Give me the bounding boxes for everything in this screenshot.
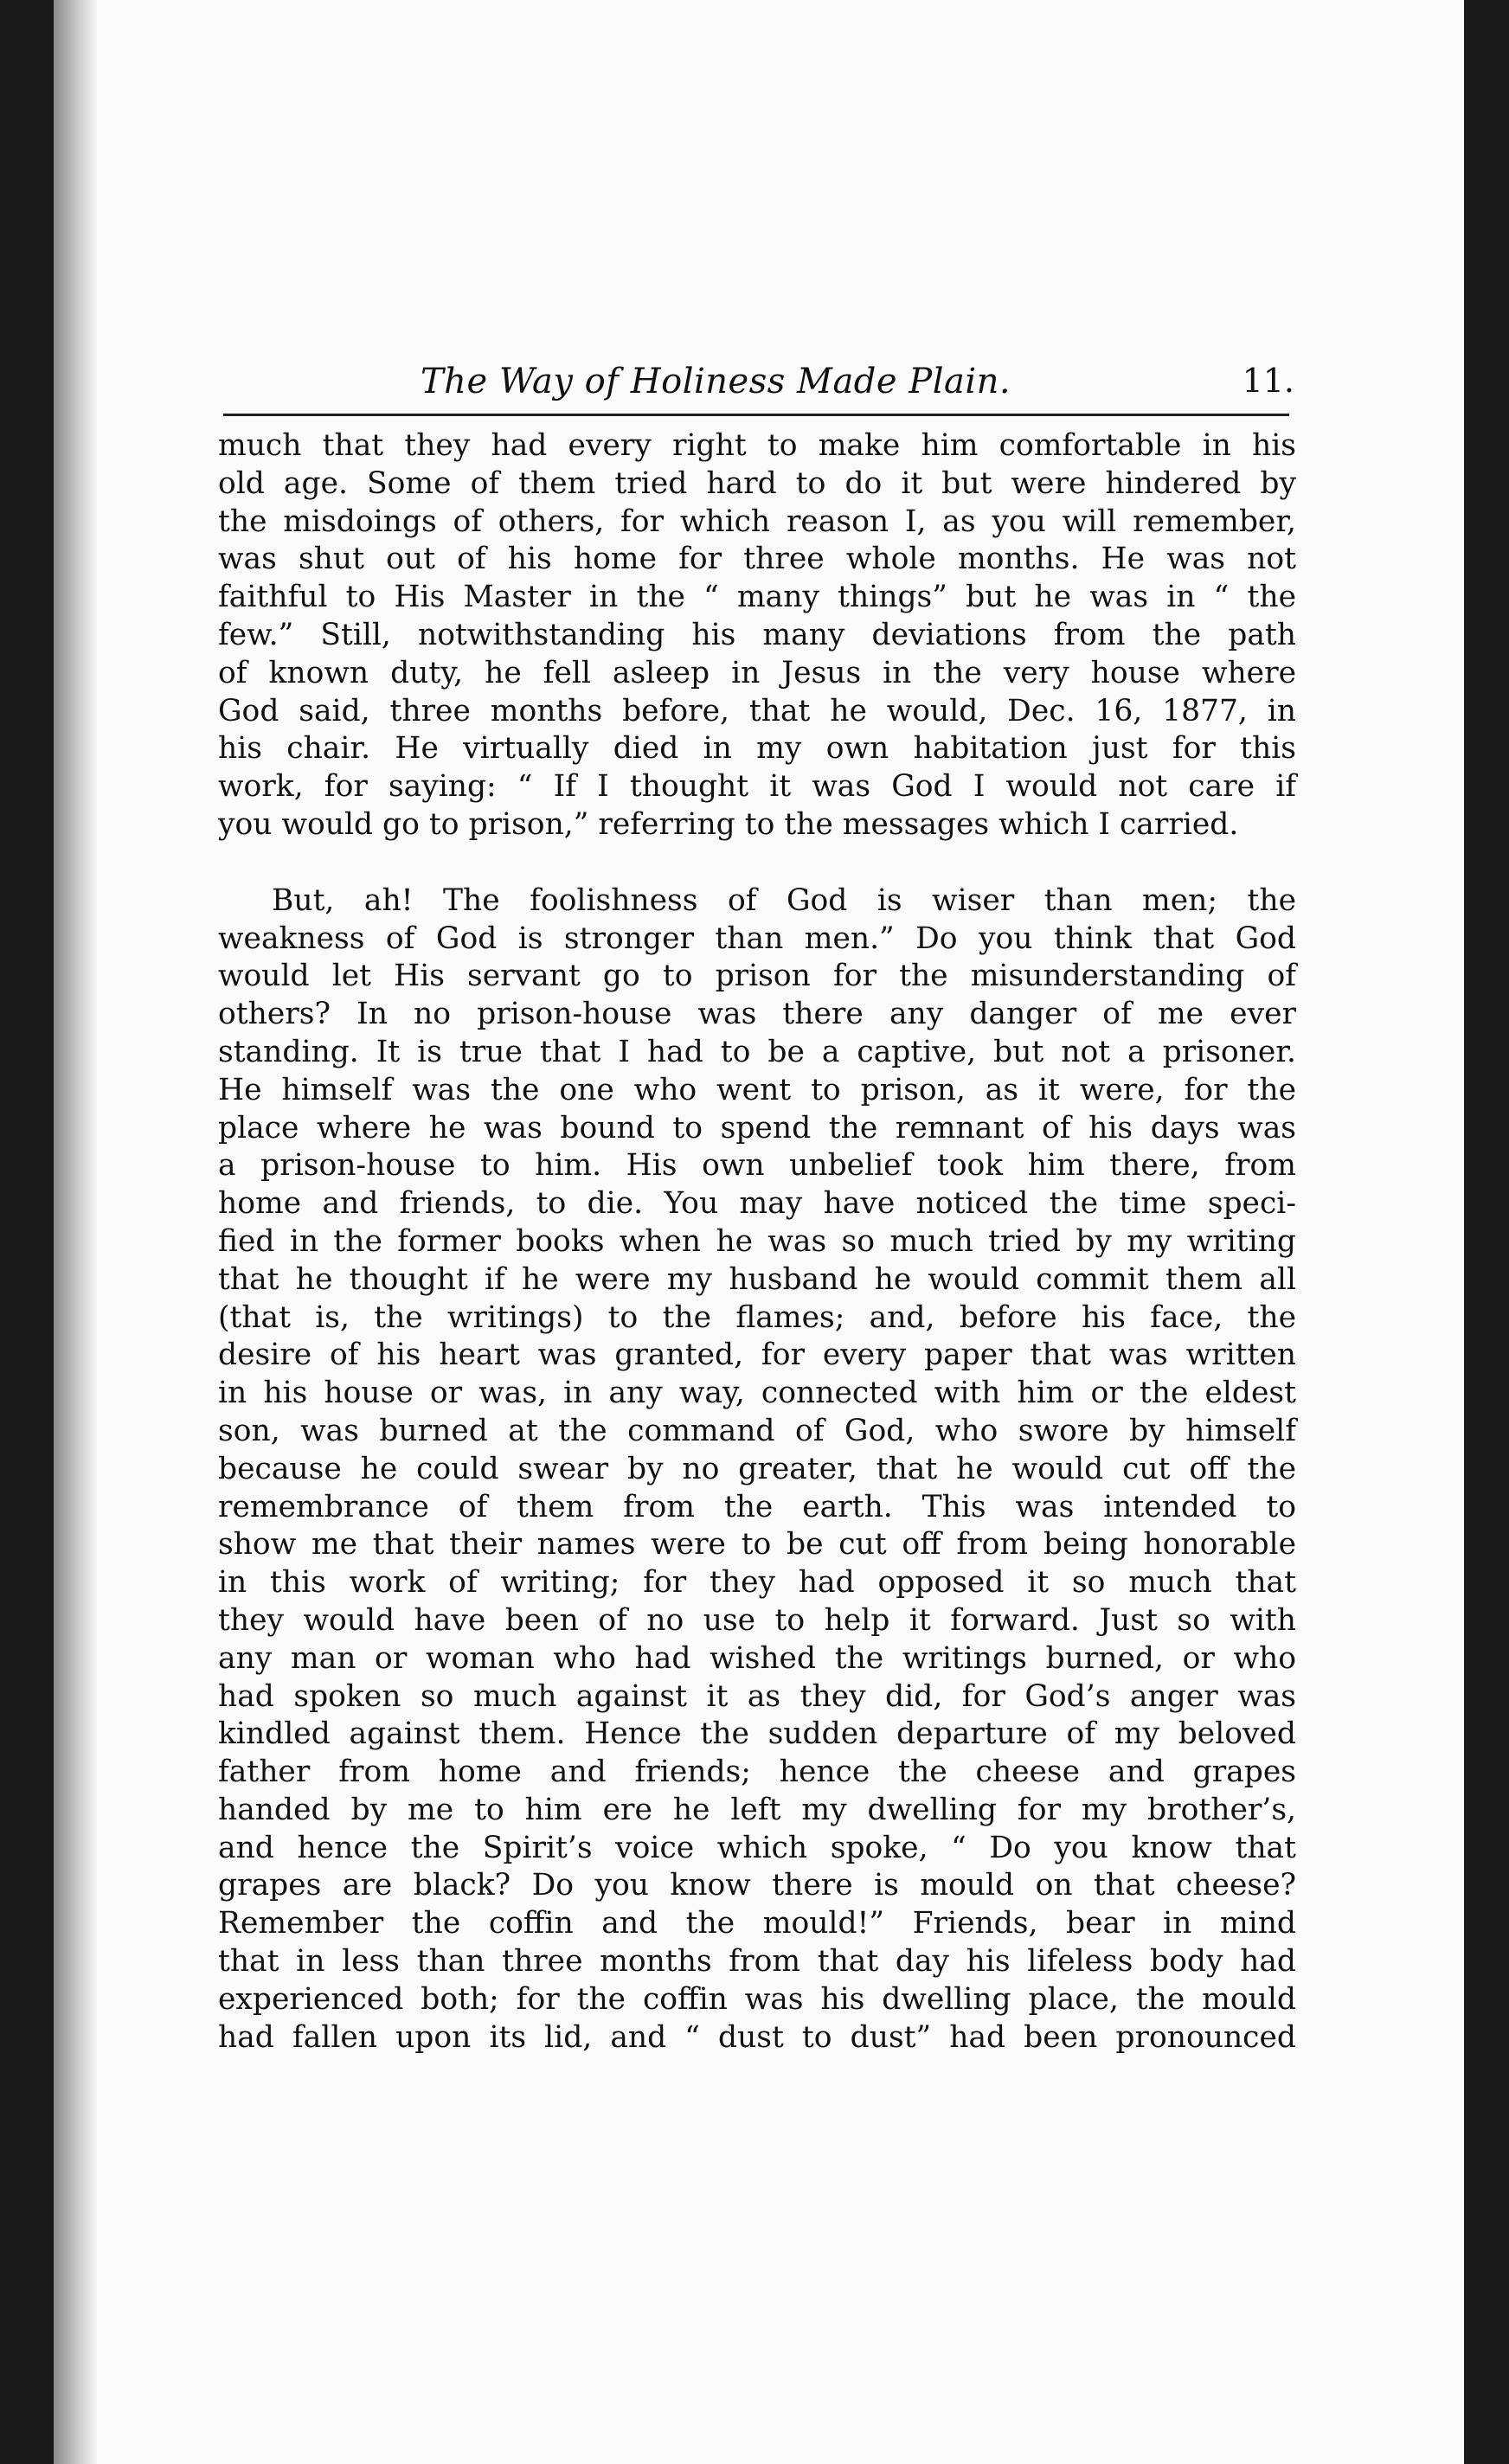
text-line: grapes are black? Do you know there is mould on that cheese? bbox=[218, 1868, 1296, 1903]
text-line: his chair. He virtually died in my own habitation just for this bbox=[218, 731, 1296, 767]
text-line: the misdoings of others, for which reason I, as you will remember, bbox=[218, 504, 1296, 539]
text-line: was shut out of his home for three whole months. He was not bbox=[218, 542, 1296, 577]
text-line: in his house or was, in any way, connected with him or the eldest bbox=[218, 1376, 1296, 1411]
page-number: 11. bbox=[1242, 362, 1294, 400]
text-line: of known duty, he fell asleep in Jesus in the very house where bbox=[218, 655, 1296, 690]
text-line: work, for saying: “ If I thought it was God I would not care if bbox=[218, 769, 1296, 805]
text-line: place where he was bound to spend the remnant of his days was bbox=[218, 1110, 1296, 1145]
text-line: handed by me to him ere he left my dwelling for my brother’s, bbox=[218, 1792, 1296, 1827]
text-line: few.” Still, notwithstanding his many deviations from the path bbox=[218, 617, 1296, 652]
text-line: others? In no prison-house was there any danger of me ever bbox=[218, 997, 1296, 1032]
text-line: weakness of God is stronger than men.” Do you think that God bbox=[218, 921, 1296, 956]
text-line: a prison-house to him. His own unbelief took him there, from bbox=[218, 1148, 1296, 1184]
text-line: because he could swear by no greater, that he would cut off the bbox=[218, 1451, 1296, 1486]
text-line: would let His servant go to prison for the misunderstanding of bbox=[218, 959, 1296, 994]
text-line: But, ah! The foolishness of God is wiser than men; the bbox=[272, 882, 1296, 918]
paragraph-2 bbox=[218, 882, 1296, 2057]
text-line: that he thought if he were my husband he would commit them all bbox=[218, 1261, 1296, 1297]
header-rule bbox=[223, 414, 1289, 416]
text-line: standing. It is true that I had to be a captive, but not a prisoner. bbox=[218, 1034, 1296, 1069]
text-line: old age. Some of them tried hard to do it but were hindered by bbox=[218, 465, 1296, 501]
text-line: that in less than three months from that day his lifeless body had bbox=[218, 1944, 1296, 1980]
body-text bbox=[218, 427, 1296, 2057]
text-line: home and friends, to die. You may have noticed the time speci- bbox=[218, 1186, 1296, 1222]
text-line: He himself was the one who went to prison, as it were, for the bbox=[218, 1072, 1296, 1107]
text-line: had fallen upon its lid, and “ dust to dust” had been pronounced bbox=[218, 2019, 1296, 2055]
scan-binding-shadow bbox=[54, 0, 97, 2464]
text-line: faithful to His Master in the “ many things” but he was in “ the bbox=[218, 580, 1296, 615]
text-line: they would have been of no use to help it forward. Just so with bbox=[218, 1602, 1296, 1638]
running-title: The Way of Holiness Made Plain. bbox=[421, 362, 1011, 401]
text-line: show me that their names were to be cut off from being honorable bbox=[218, 1527, 1296, 1562]
text-line: (that is, the writings) to the flames; and, before his face, the bbox=[218, 1299, 1296, 1335]
paragraph-1 bbox=[218, 427, 1296, 844]
text-line: desire of his heart was granted, for every paper that was written bbox=[218, 1338, 1296, 1373]
text-line: Remember the coffin and the mould!” Friends, bear in mind bbox=[218, 1906, 1296, 1941]
text-line: kindled against them. Hence the sudden departure of my beloved bbox=[218, 1716, 1296, 1752]
text-line: fied in the former books when he was so much tried by my writing bbox=[218, 1223, 1296, 1259]
text-line: in this work of writing; for they had opposed it so much that bbox=[218, 1565, 1296, 1601]
text-line: son, was burned at the command of God, who swore by himself bbox=[218, 1413, 1296, 1448]
text-line: experienced both; for the coffin was his dwelling place, the mould bbox=[218, 1981, 1296, 2017]
text-line: much that they had every right to make him comfortable in his bbox=[218, 428, 1296, 463]
text-line: any man or woman who had wished the writings burned, or who bbox=[218, 1640, 1296, 1676]
text-line: you would go to prison,” referring to the messages which I carried. bbox=[218, 806, 1239, 842]
scan-left-border bbox=[0, 0, 54, 2464]
scan-right-border bbox=[1464, 0, 1509, 2464]
text-line: God said, three months before, that he would, Dec. 16, 1877, in bbox=[218, 693, 1296, 728]
text-line: father from home and friends; hence the cheese and grapes bbox=[218, 1755, 1296, 1790]
paragraph-spacer bbox=[218, 844, 1296, 882]
running-header bbox=[421, 356, 1294, 417]
text-line: remembrance of them from the earth. This was intended to bbox=[218, 1489, 1296, 1524]
text-line: and hence the Spirit’s voice which spoke, “ Do you know that bbox=[218, 1830, 1296, 1865]
text-line: had spoken so much against it as they did, for God’s anger was bbox=[218, 1678, 1296, 1714]
